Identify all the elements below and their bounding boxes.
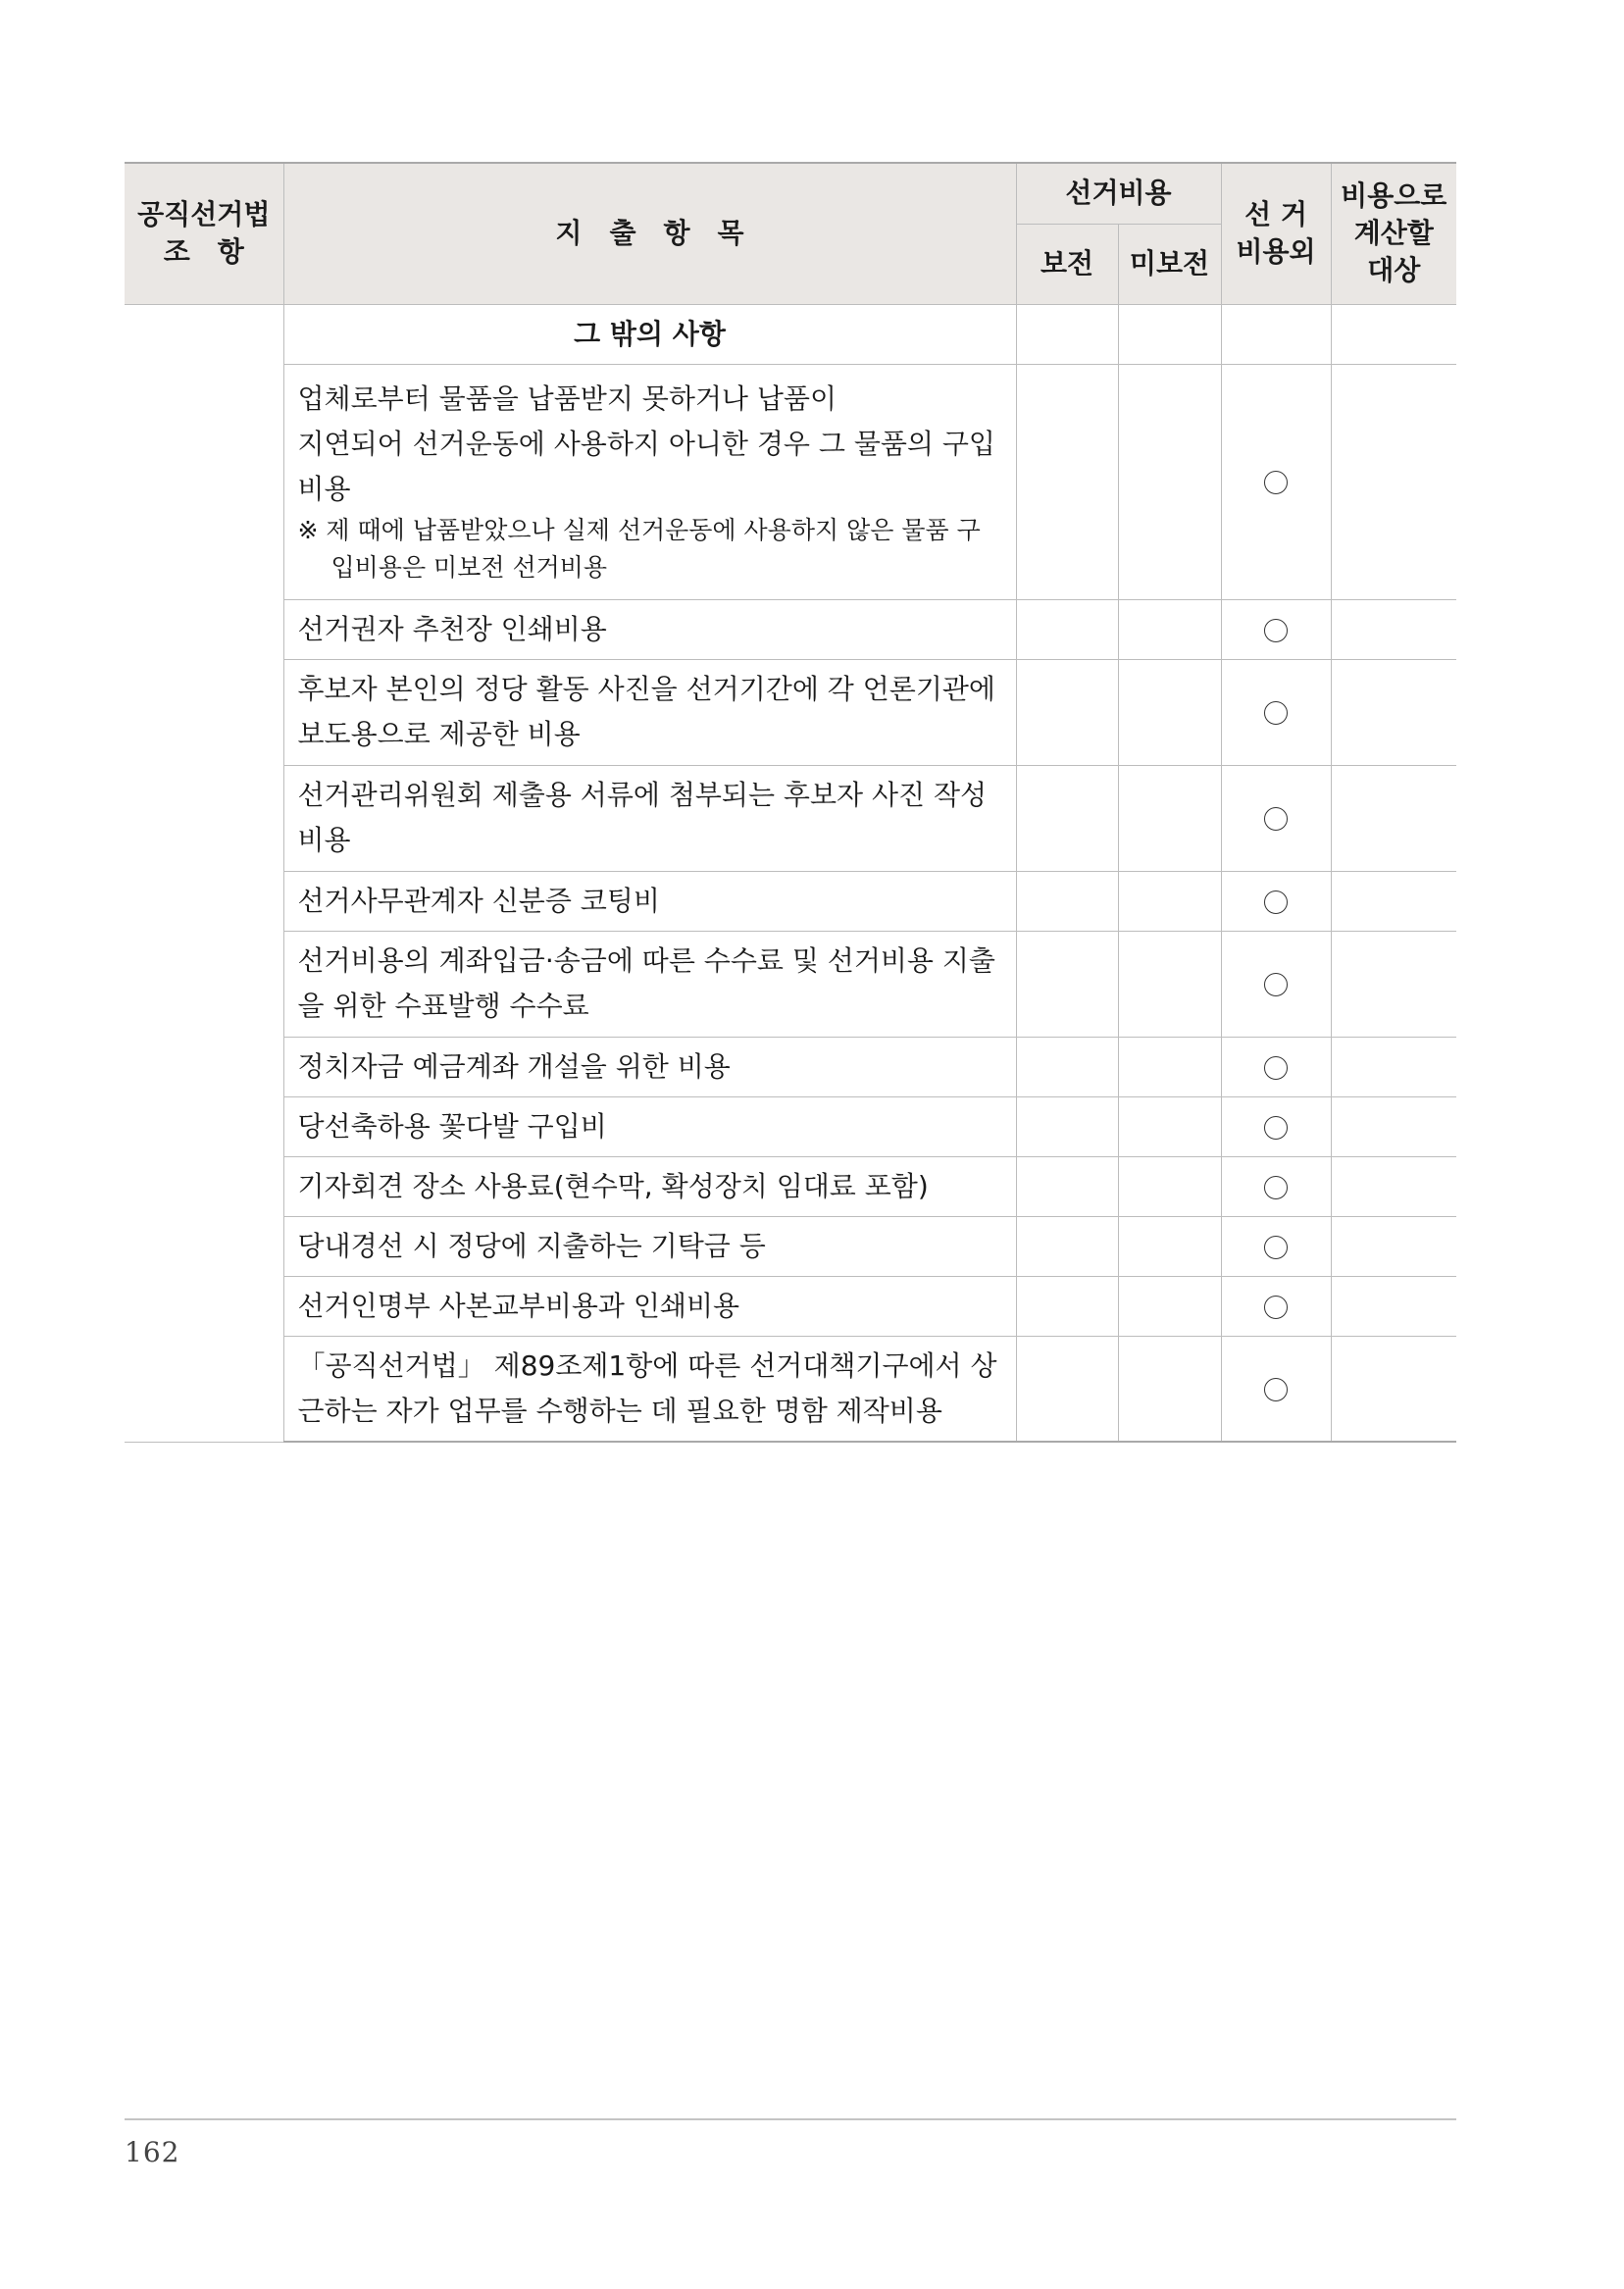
row-text: 후보자 본인의 정당 활동 사진을 선거기간에 각 언론기관에 보도용으로 제공한 비용 bbox=[283, 659, 1016, 765]
circle-mark-icon bbox=[1264, 1378, 1288, 1401]
mark-cell bbox=[1221, 1037, 1331, 1096]
row-note: ※ 제 때에 납품받았으나 실제 선거운동에 사용하지 않은 물품 구입비용은 미보전 선거비용 bbox=[297, 516, 981, 582]
section-title: 그 밖의 사항 bbox=[283, 304, 1016, 364]
circle-mark-icon bbox=[1264, 1056, 1288, 1080]
mark-cell bbox=[1221, 931, 1331, 1037]
header-not-reimbursed: 미보전 bbox=[1118, 224, 1221, 304]
header-law-article-label: 공직선거법 조 항 bbox=[137, 198, 271, 269]
header-non-election-cost-label: 선 거 비용외 bbox=[1236, 198, 1316, 269]
table-row bbox=[125, 364, 1456, 599]
row-text: 업체로부터 물품을 납품받지 못하거나 납품이 지연되어 선거운동에 사용하지 아니한 경우 그 물품의 구입비용 bbox=[297, 382, 995, 505]
circle-mark-icon bbox=[1264, 890, 1288, 914]
table-row bbox=[125, 1276, 1456, 1336]
table-row bbox=[125, 659, 1456, 765]
row-text-cell bbox=[283, 364, 1016, 599]
table-row bbox=[125, 931, 1456, 1037]
circle-mark-icon bbox=[1264, 619, 1288, 642]
table-row bbox=[125, 1336, 1456, 1442]
circle-mark-icon bbox=[1264, 973, 1288, 996]
header-non-election-cost bbox=[1221, 163, 1331, 304]
row-text: 선거권자 추천장 인쇄비용 bbox=[283, 599, 1016, 659]
table-row bbox=[125, 1156, 1456, 1216]
mark-cell bbox=[1221, 765, 1331, 871]
row-text: 「공직선거법」 제89조제1항에 따른 선거대책기구에서 상근하는 자가 업무를 수행하는 데 필요한 명함 제작비용 bbox=[283, 1336, 1016, 1442]
mark-cell bbox=[1221, 871, 1331, 931]
circle-mark-icon bbox=[1264, 1296, 1288, 1319]
circle-mark-icon bbox=[1264, 1176, 1288, 1199]
mark-cell bbox=[1221, 1216, 1331, 1276]
circle-mark-icon bbox=[1264, 1236, 1288, 1259]
row-text: 당선축하용 꽃다발 구입비 bbox=[283, 1096, 1016, 1156]
law-article-cell bbox=[125, 304, 283, 1442]
row-text: 당내경선 시 정당에 지출하는 기탁금 등 bbox=[283, 1216, 1016, 1276]
header-calc-target bbox=[1331, 163, 1456, 304]
header-reimbursed: 보전 bbox=[1016, 224, 1118, 304]
header-election-cost: 선거비용 bbox=[1016, 163, 1221, 224]
page-number: 162 bbox=[125, 2136, 180, 2168]
header-calc-target-label: 비용으로 계산할 대상 bbox=[1341, 179, 1447, 287]
row-text: 선거사무관계자 신분증 코팅비 bbox=[283, 871, 1016, 931]
circle-mark-icon bbox=[1264, 1116, 1288, 1140]
mark-cell bbox=[1221, 1156, 1331, 1216]
expense-table bbox=[125, 162, 1456, 1443]
circle-mark-icon bbox=[1264, 701, 1288, 725]
mark-cell bbox=[1221, 1336, 1331, 1442]
row-text: 기자회견 장소 사용료(현수막, 확성장치 임대료 포함) bbox=[283, 1156, 1016, 1216]
table-row bbox=[125, 871, 1456, 931]
row-text: 선거비용의 계좌입금·송금에 따른 수수료 및 선거비용 지출을 위한 수표발행 수수료 bbox=[283, 931, 1016, 1037]
header-expense-item: 지 출 항 목 bbox=[283, 163, 1016, 304]
table-row bbox=[125, 765, 1456, 871]
table-row bbox=[125, 1096, 1456, 1156]
row-text: 선거관리위원회 제출용 서류에 첨부되는 후보자 사진 작성비용 bbox=[283, 765, 1016, 871]
circle-mark-icon bbox=[1264, 807, 1288, 831]
table-row bbox=[125, 1216, 1456, 1276]
mark-cell bbox=[1221, 659, 1331, 765]
footer-divider bbox=[125, 2118, 1456, 2120]
row-text: 선거인명부 사본교부비용과 인쇄비용 bbox=[283, 1276, 1016, 1336]
row-text: 정치자금 예금계좌 개설을 위한 비용 bbox=[283, 1037, 1016, 1096]
header-law-article bbox=[125, 163, 283, 304]
mark-cell bbox=[1221, 1096, 1331, 1156]
table-row bbox=[125, 1037, 1456, 1096]
mark-cell bbox=[1221, 599, 1331, 659]
mark-cell bbox=[1221, 1276, 1331, 1336]
mark-cell bbox=[1221, 364, 1331, 599]
circle-mark-icon bbox=[1264, 471, 1288, 494]
table-row bbox=[125, 599, 1456, 659]
